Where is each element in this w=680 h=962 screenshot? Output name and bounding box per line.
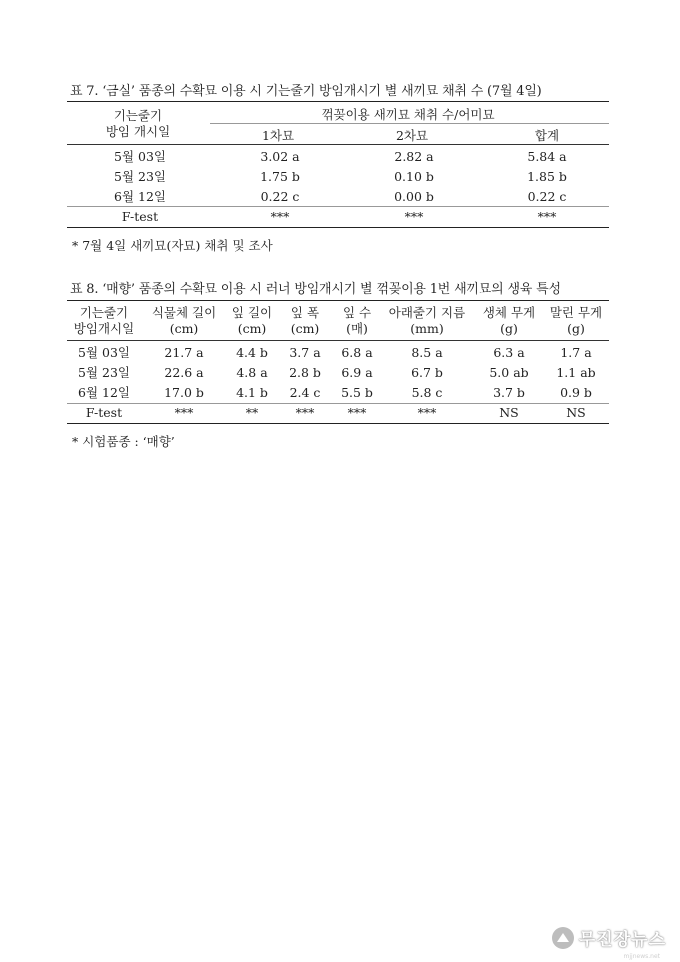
table8-row1-leaf-length: 4.4 b [236, 345, 268, 360]
table8-ftest-plant-length: *** [174, 405, 194, 420]
table8-header-crown-diameter [389, 305, 465, 336]
table8-row2-leaf-width: 2.8 b [289, 365, 321, 380]
table8-row2-dry-weight: 1.1 ab [556, 365, 596, 380]
table8-row3-crown-diameter: 5.8 c [411, 385, 443, 400]
table7-subheader-2: 2차묘 [395, 128, 429, 143]
table8-header-leaf-width-l2: (cm) [290, 320, 320, 336]
table8-row2-fresh-weight: 5.0 ab [489, 365, 529, 380]
table7-row2-date: 5월 23일 [114, 169, 166, 184]
table8-header-plant-length [152, 305, 216, 336]
table8-header-leaf-width-l1: 잎 폭 [290, 305, 320, 320]
table8-note: * 시험품종 : ‘매향’ [72, 434, 175, 449]
table8-ftest-leaf-width: *** [295, 405, 315, 420]
table7-bottom-rule [67, 227, 609, 228]
watermark-text: 무진장뉴스 [578, 930, 666, 950]
table7-ftest-c3: *** [537, 209, 557, 224]
table8-row2-crown-diameter: 6.7 b [411, 365, 443, 380]
table8-header-dry-weight-l1: 말린 무게 [549, 305, 603, 320]
table8-row1-leaf-width: 3.7 a [289, 345, 321, 360]
table8-row1-date: 5월 03일 [78, 345, 130, 360]
table8-row1-crown-diameter: 8.5 a [411, 345, 443, 360]
table7-group-rule [210, 123, 609, 124]
table7-row1-c3: 5.84 a [527, 149, 567, 164]
table8-header-leaf-length-l2: (cm) [237, 320, 267, 336]
table8-bottom-rule [67, 423, 609, 424]
table8-header-leaf-length-l1: 잎 길이 [231, 305, 273, 320]
table7-row1-c2: 2.82 a [394, 149, 434, 164]
table8-header-rule [67, 340, 609, 341]
table7-header-rule [67, 144, 609, 145]
table8-ftest-label: F-test [85, 405, 123, 420]
table8-header-date-l1: 기는줄기 [79, 305, 129, 320]
watermark-logo [552, 925, 666, 950]
table7-note: * 7월 4일 새끼묘(자묘) 채취 및 조사 [72, 238, 273, 253]
table8-row3-leaf-length: 4.1 b [236, 385, 268, 400]
table8-ftest-crown-diameter: *** [417, 405, 437, 420]
table8-ftest-leaf-count: *** [347, 405, 367, 420]
table8-header-date [74, 305, 134, 336]
table7-row2-c3: 1.85 b [527, 169, 567, 184]
table8-ftest-dry-weight: NS [566, 405, 586, 420]
table8-header-fresh-weight-l2: (g) [500, 320, 518, 336]
table8-header-plant-length-l1: 식물체 길이 [151, 305, 217, 320]
table7-top-rule [67, 101, 609, 102]
table8-header-leaf-length [232, 305, 272, 336]
table8-row1-leaf-count: 6.8 a [341, 345, 373, 360]
table7-row2-c1: 1.75 b [260, 169, 300, 184]
table7-row3-c3: 0.22 c [527, 189, 567, 204]
watermark-url: mjjnews.net [623, 953, 660, 960]
table7-row2-c2: 0.10 b [394, 169, 434, 184]
table7-row1-date: 5월 03일 [114, 149, 166, 164]
mountain-logo-icon [552, 927, 574, 949]
table8-header-crown-diameter-l2: (mm) [410, 320, 444, 336]
table7-subheader-3: 합계 [534, 128, 560, 143]
table8-row2-plant-length: 22.6 a [164, 365, 204, 380]
table8-header-leaf-count-l1: 잎 수 [342, 305, 372, 320]
table7-subheader-1: 1차묘 [261, 128, 295, 143]
table7-col-header-date [106, 108, 170, 139]
table8-row3-date: 6월 12일 [78, 385, 130, 400]
table7-row3-c1: 0.22 c [260, 189, 300, 204]
table8-row2-leaf-count: 6.9 a [341, 365, 373, 380]
table8-row3-plant-length: 17.0 b [164, 385, 204, 400]
table7-ftest-label: F-test [121, 209, 159, 224]
table8-header-date-l2: 방임개시일 [73, 320, 135, 336]
table7-row1-c1: 3.02 a [260, 149, 300, 164]
table8-header-dry-weight-l2: (g) [567, 320, 585, 336]
table8-row3-dry-weight: 0.9 b [560, 385, 592, 400]
table8-row3-fresh-weight: 3.7 b [493, 385, 525, 400]
table7-row3-c2: 0.00 b [394, 189, 434, 204]
table8-row3-leaf-count: 5.5 b [341, 385, 373, 400]
table8-header-crown-diameter-l1: 아래줄기 지름 [388, 305, 466, 320]
table8-ftest-rule [67, 403, 609, 404]
table8-caption: 표 8. ‘매향’ 품종의 수확묘 이용 시 러너 방임개시기 별 꺾꽂이용 1번 새끼묘의 생육 특성 [70, 282, 561, 297]
table7-caption: 표 7. ‘금실’ 품종의 수확묘 이용 시 기는줄기 방임개시기 별 새끼묘 채취 수 (7월 4일) [70, 84, 542, 99]
table7-ftest-rule [67, 206, 609, 207]
table8-header-leaf-count [343, 305, 371, 336]
table8-row1-dry-weight: 1.7 a [560, 345, 592, 360]
table8-ftest-leaf-length: ** [245, 405, 259, 420]
table7-ftest-c1: *** [270, 209, 290, 224]
table8-header-dry-weight [550, 305, 602, 336]
table7-col-header-line1: 기는줄기 [113, 108, 163, 123]
table8-row2-leaf-length: 4.8 a [236, 365, 268, 380]
table8-row2-date: 5월 23일 [78, 365, 130, 380]
table8-header-fresh-weight [483, 305, 535, 336]
table8-top-rule [67, 300, 609, 301]
table7-ftest-c2: *** [404, 209, 424, 224]
table8-row3-leaf-width: 2.4 c [289, 385, 321, 400]
table7-row3-date: 6월 12일 [114, 189, 166, 204]
table7-group-header: 꺾꽂이용 새끼묘 채취 수/어미묘 [321, 107, 495, 122]
table8-header-leaf-count-l2: (매) [346, 320, 368, 336]
table8-header-plant-length-l2: (cm) [169, 320, 199, 336]
table8-ftest-fresh-weight: NS [499, 405, 519, 420]
table7-col-header-line2: 방임 개시일 [105, 123, 171, 139]
table8-header-fresh-weight-l1: 생체 무게 [482, 305, 536, 320]
table8-header-leaf-width [291, 305, 320, 336]
table8-row1-plant-length: 21.7 a [164, 345, 204, 360]
table8-row1-fresh-weight: 6.3 a [493, 345, 525, 360]
